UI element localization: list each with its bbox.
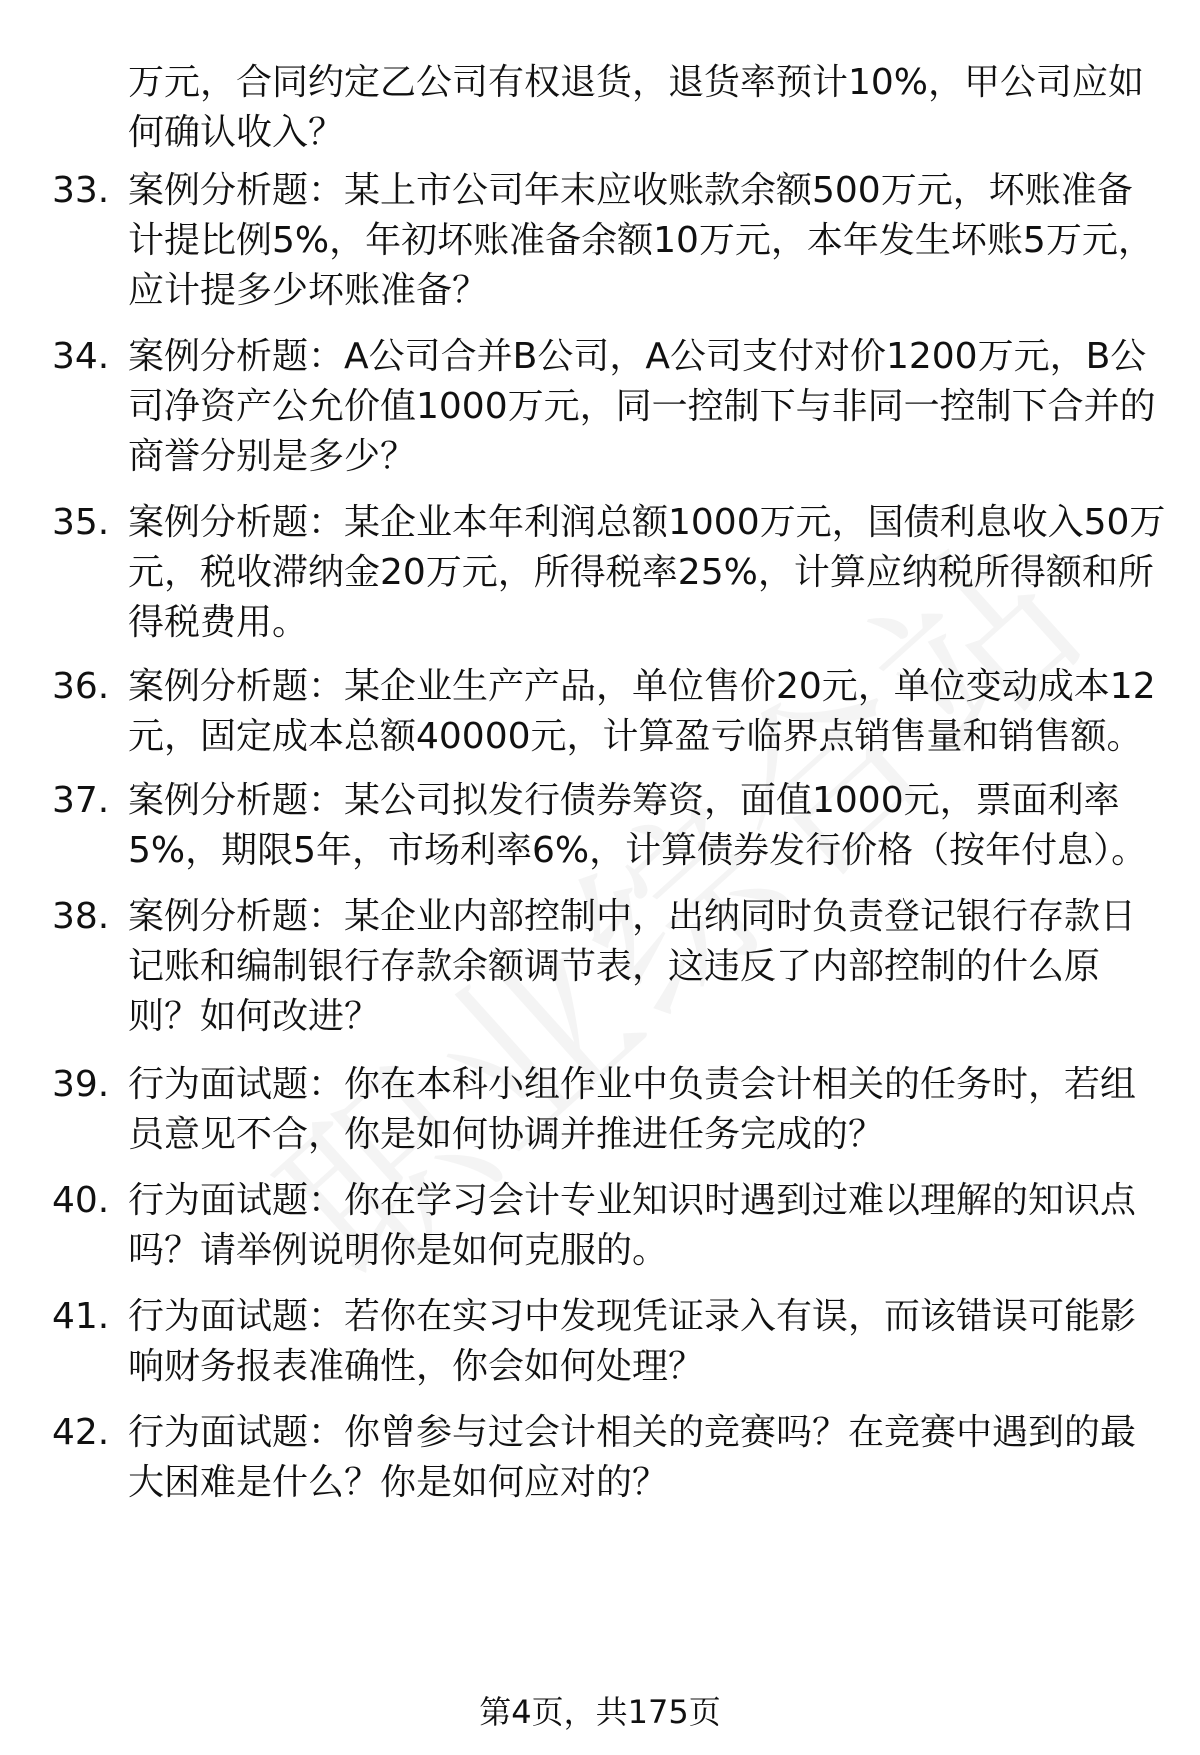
text-line: 行为面试题：若你在实习中发现凭证录入有误，而该错误可能影 — [128, 1296, 1137, 1337]
question-number: 41. — [52, 1296, 110, 1337]
text-line: 5%，期限5年，市场利率6%，计算债券发行价格（按年付息）。 — [128, 830, 1148, 871]
text-line: 行为面试题：你曾参与过会计相关的竞赛吗？在竞赛中遇到的最 — [128, 1412, 1137, 1453]
text-line: 行为面试题：你在本科小组作业中负责会计相关的任务时，若组 — [128, 1064, 1137, 1105]
text-line: 响财务报表准确性，你会如何处理？ — [128, 1346, 705, 1387]
question-number: 40. — [52, 1180, 110, 1221]
text-line: 案例分析题：某公司拟发行债券筹资，面值1000元，票面利率 — [128, 780, 1120, 821]
text-line: 吗？请举例说明你是如何克服的。 — [128, 1230, 669, 1271]
question-number: 36. — [52, 666, 110, 707]
text-line: 案例分析题：某企业生产产品，单位售价20元，单位变动成本12 — [128, 666, 1156, 707]
text-line: 记账和编制银行存款余额调节表，这违反了内部控制的什么原 — [128, 946, 1101, 987]
question-number: 34. — [52, 336, 110, 377]
text-line: 得税费用。 — [128, 602, 309, 643]
text-line: 元，税收滞纳金20万元，所得税率25%，计算应纳税所得额和所 — [128, 552, 1154, 593]
text-line: 大困难是什么？你是如何应对的？ — [128, 1462, 669, 1503]
question-number: 37. — [52, 780, 110, 821]
question-text — [128, 166, 1154, 316]
question-text — [128, 662, 1156, 762]
question-text — [128, 1176, 1148, 1276]
text-line: 万元，合同约定乙公司有权退货，退货率预计10%，甲公司应如 — [128, 62, 1145, 103]
question-text — [128, 1060, 1148, 1160]
text-line: 应计提多少坏账准备？ — [128, 270, 489, 311]
text-line: 案例分析题：某企业内部控制中，出纳同时负责登记银行存款日 — [128, 896, 1137, 937]
continued-question-text — [128, 58, 1148, 158]
question-text — [128, 892, 1148, 1042]
question-text — [128, 1292, 1148, 1392]
question-text — [128, 498, 1166, 648]
question-text — [128, 776, 1148, 876]
question-number: 38. — [52, 896, 110, 937]
text-line: 案例分析题：某企业本年利润总额1000万元，国债利息收入50万 — [128, 502, 1166, 543]
text-line: 员意见不合，你是如何协调并推进任务完成的？ — [128, 1114, 885, 1155]
text-line: 行为面试题：你在学习会计专业知识时遇到过难以理解的知识点 — [128, 1180, 1137, 1221]
text-line: 商誉分别是多少？ — [128, 436, 417, 477]
text-line: 则？如何改进？ — [128, 996, 381, 1037]
page-footer: 第4页，共175页 — [479, 1693, 721, 1731]
text-line: 何确认收入？ — [128, 112, 345, 153]
question-number: 35. — [52, 502, 110, 543]
text-line: 案例分析题：某上市公司年末应收账款余额500万元，坏账准备 — [128, 170, 1133, 211]
question-text — [128, 332, 1156, 482]
text-line: 司净资产公允价值1000万元，同一控制下与非同一控制下合并的 — [128, 386, 1156, 427]
question-number: 33. — [52, 170, 110, 211]
question-text — [128, 1408, 1148, 1508]
question-number: 42. — [52, 1412, 110, 1453]
text-line: 计提比例5%，年初坏账准备余额10万元，本年发生坏账5万元， — [128, 220, 1154, 261]
text-line: 案例分析题：A公司合并B公司，A公司支付对价1200万元，B公 — [128, 336, 1147, 377]
question-number: 39. — [52, 1064, 110, 1105]
text-line: 元，固定成本总额40000元，计算盈亏临界点销售量和销售额。 — [128, 716, 1143, 757]
